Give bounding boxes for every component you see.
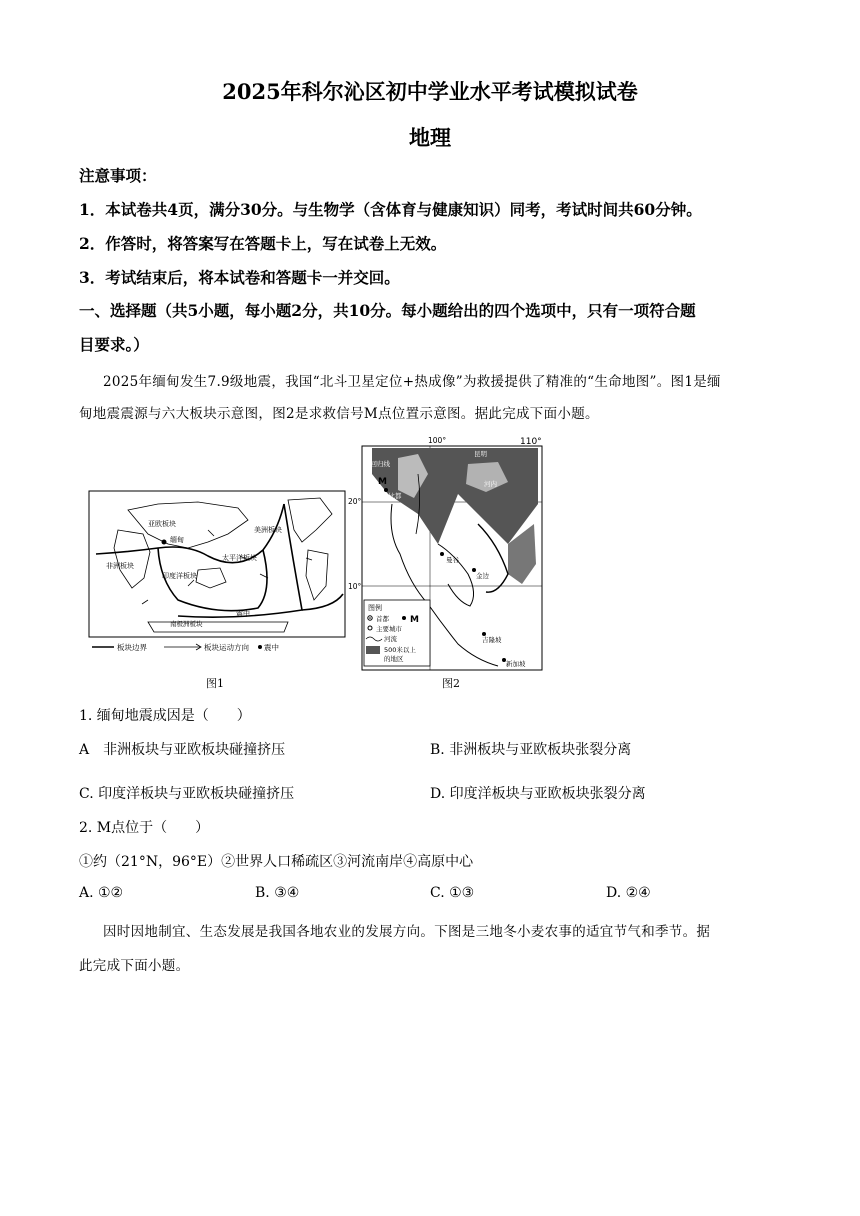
- passage-2-line-2: 此完成下面小题。: [79, 958, 190, 974]
- lon-label-110: 110°: [520, 437, 542, 447]
- notice-item-2: 2．作答时，将答案写在答题卡上，写在试卷上无效。: [79, 234, 447, 253]
- city-yangon: 仰光: [398, 532, 411, 540]
- figure-1-legend: [88, 640, 346, 654]
- lon-label-100: 100°: [428, 436, 447, 445]
- passage-1-line-2: 甸地震震源与六大板块示意图，图2是求救信号M点位置示意图。据此完成下面小题。: [79, 406, 599, 422]
- city-phnompenh: 金边: [476, 572, 489, 580]
- figure-2-caption: 图2: [442, 677, 460, 690]
- city-hanoi: 河内: [484, 480, 497, 488]
- legend-highland-cont: 的地区: [384, 655, 404, 663]
- plate-label-indian: 印度洋板块: [162, 572, 197, 580]
- tropic-label: 北回归线: [364, 460, 390, 468]
- plate-label-pacific: 太平洋板块: [222, 554, 257, 562]
- q2-option-b[interactable]: B. ③④: [255, 885, 300, 901]
- notice-item-3: 3．考试结束后，将本试卷和答题卡一并交回。: [79, 268, 400, 287]
- city-kunming: 昆明: [474, 450, 487, 458]
- legend-city: 主要城市: [376, 625, 402, 633]
- legend-highland: 500米以上: [384, 646, 416, 654]
- notice-item-1: 1．本试卷共4页，满分30分。与生物学（含体育与健康知识）同考，考试时间共60分钟。: [79, 200, 702, 219]
- figure-2-sea-map: [348, 434, 546, 672]
- plate-label-africa: 非洲板块: [106, 562, 134, 570]
- legend-boundary: 板块边界: [117, 643, 147, 652]
- q1-option-b[interactable]: B. 非洲板块与亚欧板块张裂分离: [430, 742, 632, 758]
- q1-stem: 1. 缅甸地震成因是（ ）: [79, 708, 251, 724]
- legend-epicenter: 震中: [264, 643, 279, 652]
- city-kualalumpur: 吉隆坡: [482, 636, 502, 644]
- figure-1-caption: 图1: [206, 677, 224, 690]
- legend-title: 图例: [368, 604, 382, 612]
- exam-title: 2025年科尔沁区初中学业水平考试模拟试卷: [222, 79, 638, 104]
- legend-river: 河流: [384, 635, 397, 643]
- q2-option-d[interactable]: D. ②④: [606, 885, 651, 901]
- epicenter-label: 震中: [236, 610, 250, 618]
- city-vientiane: 万象: [454, 506, 467, 514]
- point-m: M: [378, 477, 387, 487]
- lat-label-20: 20°: [348, 497, 362, 506]
- epicenter-marker: [162, 540, 167, 545]
- q1-option-a[interactable]: A 非洲板块与亚欧板块碰撞挤压: [79, 742, 286, 758]
- legend-capital: 首都: [376, 615, 389, 623]
- legend-direction: 板块运动方向: [204, 643, 249, 652]
- figure-1-plate-map: [88, 490, 346, 638]
- city-naypyidaw: 内比都: [382, 492, 402, 500]
- q2-options-line: ①约（21°N，96°E）②世界人口稀疏区③河流南岸④高原中心: [79, 854, 474, 870]
- section-heading-cont: 目要求。）: [79, 335, 149, 354]
- epicenter-label-myanmar: 缅甸: [170, 536, 184, 544]
- q2-option-c[interactable]: C. ①③: [430, 885, 475, 901]
- plate-label-antarctic: 南极洲板块: [170, 620, 203, 628]
- city-bangkok: 曼谷: [446, 556, 459, 564]
- plate-label-america: 美洲板块: [254, 526, 282, 534]
- notice-heading: 注意事项：: [79, 166, 157, 185]
- q2-stem: 2. M点位于（ ）: [79, 820, 210, 836]
- q2-option-a[interactable]: A. ①②: [79, 885, 124, 901]
- legend-m: M: [410, 615, 419, 625]
- passage-2-line-1: 因时因地制宜、生态发展是我国各地农业的发展方向。下图是三地冬小麦农事的适宜节气和季节。据: [103, 924, 711, 940]
- lat-label-10: 10°: [348, 582, 362, 591]
- q1-option-d[interactable]: D. 印度洋板块与亚欧板块张裂分离: [430, 786, 646, 802]
- subject-title: 地理: [409, 125, 451, 150]
- city-singapore: 新加坡: [506, 660, 526, 668]
- section-heading: 一、选择题（共5小题，每小题2分，共10分。每小题给出的四个选项中，只有一项符合题: [79, 301, 696, 320]
- plate-label-eurasia: 亚欧板块: [148, 520, 176, 528]
- q1-option-c[interactable]: C. 印度洋板块与亚欧板块碰撞挤压: [79, 786, 295, 802]
- passage-1-line-1: 2025年缅甸发生7.9级地震，我国“北斗卫星定位+热成像”为救援提供了精准的“生命地图”。图1是缅: [103, 374, 721, 390]
